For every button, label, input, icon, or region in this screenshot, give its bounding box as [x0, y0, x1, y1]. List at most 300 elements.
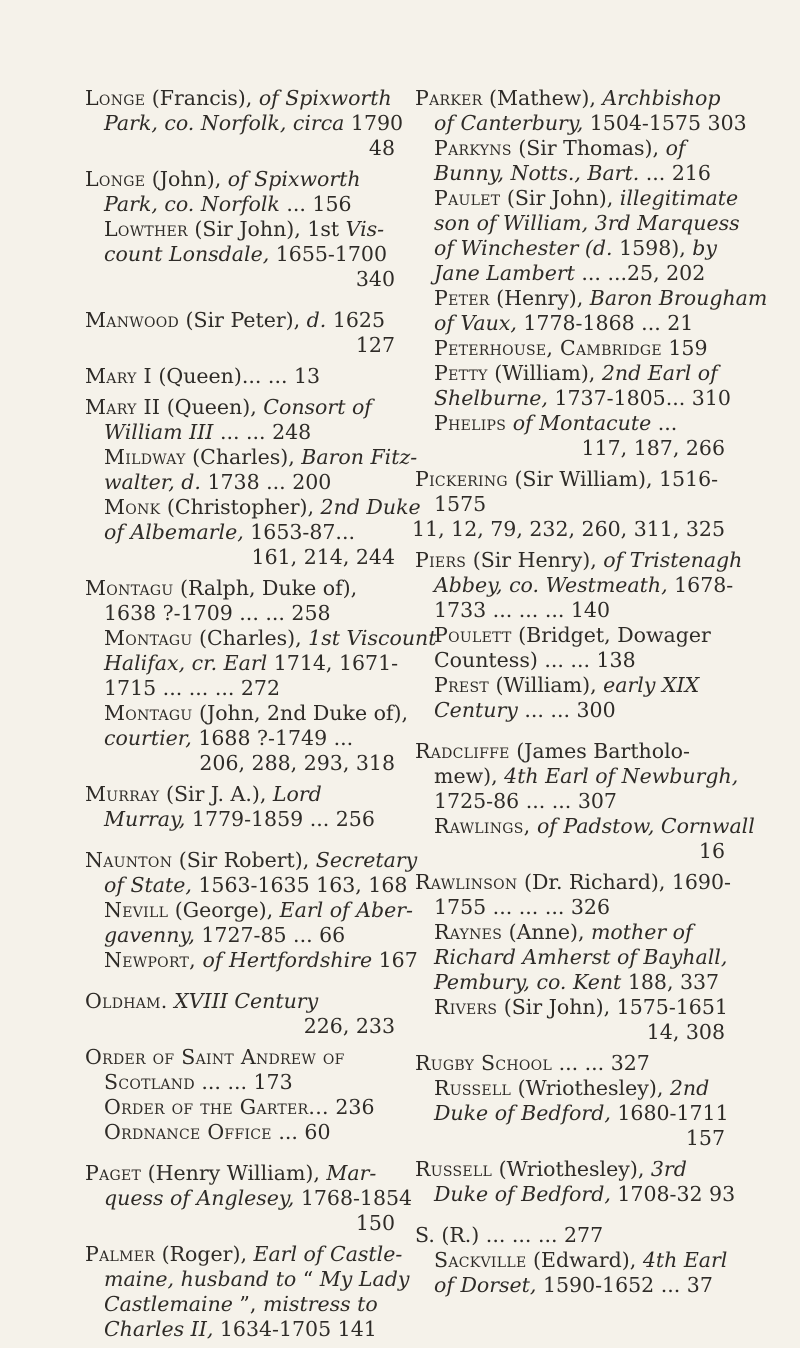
entry-continuation-line: [415, 895, 725, 920]
entry-continuation-line: [415, 1101, 729, 1126]
line-text: [304, 1014, 395, 1039]
entry-italic-text: 4th Earl of Newburgh,: [504, 764, 739, 788]
line-text: [104, 495, 421, 520]
entry-heading-line: [415, 1051, 725, 1076]
entry-continuation-line: [415, 336, 725, 361]
entry-text: (Sir J. A.),: [159, 782, 273, 806]
entry-text: 157: [685, 1126, 725, 1150]
entry-name: Manwood: [85, 308, 180, 332]
line-text: [434, 1101, 729, 1126]
entry-name: Mary II: [85, 395, 161, 419]
entry-continuation-line: [85, 1070, 395, 1095]
entry-continuation-line: [415, 186, 739, 211]
entry-name: Newport,: [104, 948, 196, 972]
line-text: [104, 1070, 293, 1095]
entry-text: (Queen),: [160, 395, 264, 419]
entry-name: Paget: [85, 1161, 142, 1185]
entry-italic-text: of Tristenagh: [603, 548, 743, 572]
index-entry: [85, 308, 395, 358]
entry-text: 48: [368, 136, 395, 160]
entry-italic-text: count Lonsdale,: [104, 242, 270, 266]
entry-continuation-line: [85, 1211, 395, 1236]
entry-name: Parker: [415, 86, 483, 110]
entry-name: Russell: [415, 1157, 493, 1181]
entry-name: Peter: [434, 286, 490, 310]
entry-heading-line: [415, 870, 731, 895]
entry-text: 1504-1575 303: [583, 111, 747, 135]
entry-italic-text: maine, husband to: [104, 1267, 297, 1291]
entry-italic-text: 3rd: [650, 1157, 687, 1181]
entry-text: 1755 ... ... ... 326: [434, 895, 611, 919]
entry-italic-text: of State,: [104, 873, 192, 897]
entry-text: (Charles),: [185, 445, 302, 469]
line-text: [434, 336, 708, 361]
entry-italic-text: of Winchester (d.: [434, 236, 613, 260]
entry-text: 1727-85 ... 66: [194, 923, 346, 947]
entry-name: Radcliffe: [415, 739, 510, 763]
entry-heading-line: [415, 1157, 725, 1182]
entry-continuation-line: [85, 445, 418, 470]
entry-italic-text: Castlemaine: [104, 1292, 233, 1316]
index-entry: [85, 782, 395, 832]
entry-text: 236: [328, 1095, 375, 1119]
entry-text: 1655-1700: [269, 242, 388, 266]
entry-text: (Sir Peter),: [179, 308, 307, 332]
entry-text: (Christopher),: [160, 495, 321, 519]
line-text: [434, 1273, 713, 1298]
entry-continuation-line: [415, 1248, 728, 1273]
line-text: [104, 701, 408, 726]
entry-continuation-line: [85, 601, 395, 626]
line-text: [104, 676, 280, 701]
entry-text: (Bridget, Dowager: [511, 623, 711, 647]
entry-text: 1737-1805... 310: [547, 386, 731, 410]
entry-text: (William),: [487, 361, 602, 385]
entry-heading-line: [415, 467, 725, 492]
entry-italic-text: Park, co. Norfolk, circa: [104, 111, 345, 135]
entry-text: ... ...25, 202: [574, 261, 706, 285]
entry-continuation-line: [415, 1126, 725, 1151]
entry-italic-text: walter, d.: [104, 470, 201, 494]
line-text: [85, 395, 372, 420]
line-text: [104, 898, 413, 923]
entry-text: 1575: [434, 492, 487, 516]
line-text: [104, 1120, 331, 1145]
line-text: [415, 870, 731, 895]
entry-continuation-line: [415, 311, 725, 336]
entry-name: Oldham.: [85, 989, 168, 1013]
entry-heading-line: [85, 1161, 395, 1186]
entry-italic-text: of Vaux,: [434, 311, 517, 335]
line-text: [434, 492, 486, 517]
entry-continuation-line: [85, 333, 395, 358]
line-text: [104, 192, 352, 217]
entry-italic-text: Park, co. Norfolk: [104, 192, 280, 216]
entry-italic-text: Charles II,: [104, 1317, 214, 1341]
entry-italic-text: Mar-: [326, 1161, 377, 1185]
entry-continuation-line: [415, 111, 747, 136]
entry-italic-text: of Spixworth: [258, 86, 392, 110]
entry-name: Poulett: [434, 623, 512, 647]
entry-continuation-line: [415, 286, 768, 311]
line-text: [85, 167, 361, 192]
entry-continuation-line: [85, 470, 395, 495]
index-entry: [415, 870, 731, 1045]
entry-name: Ordnance Office: [104, 1120, 272, 1144]
line-text: [356, 1211, 395, 1236]
line-text: [434, 236, 717, 261]
entry-name: Mildway: [104, 445, 186, 469]
entry-text: (Dr. Richard), 1690-: [517, 870, 731, 894]
entry-continuation-line: [85, 111, 404, 136]
line-text: [434, 673, 699, 698]
entry-text: (Sir Thomas),: [511, 136, 666, 160]
entry-continuation-line: [415, 995, 728, 1020]
entry-continuation-line: [415, 814, 755, 839]
entry-text: 188, 337: [621, 970, 720, 994]
line-text: [434, 1182, 735, 1207]
entry-italic-text: of Dorset,: [434, 1273, 537, 1297]
entry-continuation-line: [415, 623, 725, 648]
entry-continuation-line: [85, 242, 395, 267]
entry-heading-line: [415, 1223, 725, 1248]
entry-continuation-line: [85, 217, 395, 242]
entry-text: 16: [698, 839, 725, 863]
entry-text: (Queen)... ... 13: [151, 364, 321, 388]
line-text: [434, 995, 728, 1020]
line-text: [85, 86, 392, 111]
entry-text: 117, 187, 266: [581, 436, 725, 460]
entry-italic-text: Shelburne,: [434, 386, 548, 410]
entry-italic-text: Secretary: [315, 848, 418, 872]
entry-italic-text: courtier,: [104, 726, 192, 750]
line-text: [85, 782, 322, 807]
entry-name: Order of Saint Andrew of: [85, 1045, 345, 1069]
entry-heading-line: [85, 989, 395, 1014]
entry-heading-line: [85, 782, 395, 807]
index-entry: [85, 167, 395, 292]
entry-italic-text: 2nd Duke: [320, 495, 421, 519]
entry-text: (Sir John),: [500, 186, 620, 210]
line-text: [104, 111, 403, 136]
entry-text: 1688 ?-1749 ...: [191, 726, 354, 750]
entry-heading-line: [85, 1045, 395, 1070]
entry-name: Longe: [85, 167, 146, 191]
index-entry: [415, 1051, 729, 1151]
entry-continuation-line: [415, 1273, 725, 1298]
entry-continuation-line: [85, 676, 395, 701]
entry-continuation-line: [85, 1267, 410, 1292]
entry-heading-line: [85, 167, 395, 192]
entry-italic-text: Baron Brougham: [589, 286, 768, 310]
entry-italic-text: Earl of Castle-: [253, 1242, 403, 1266]
entry-name: Pickering: [415, 467, 508, 491]
line-text: [434, 789, 617, 814]
entry-italic-text: Vis-: [345, 217, 385, 241]
entry-continuation-line: [85, 1186, 413, 1211]
line-text: [415, 86, 721, 111]
line-text: [104, 626, 436, 651]
line-text: [104, 470, 331, 495]
entry-continuation-line: [415, 492, 725, 517]
entry-name: Raynes: [434, 920, 503, 944]
entry-heading-line: [415, 739, 725, 764]
entry-italic-text: Duke of Bedford,: [434, 1101, 611, 1125]
entry-text: 14, 308: [646, 1020, 725, 1044]
entry-text: (Henry William),: [141, 1161, 327, 1185]
line-text: [434, 161, 711, 186]
entry-name: Montagu: [104, 701, 193, 725]
entry-text: 1678-: [667, 573, 734, 597]
entry-italic-text: Baron Fitz-: [301, 445, 418, 469]
entry-continuation-line: [415, 573, 734, 598]
entry-text: (Sir John), 1st: [187, 217, 346, 241]
entry-text: 1563-1635 163, 168: [191, 873, 408, 897]
line-text: [434, 920, 693, 945]
entry-heading-line: [415, 86, 725, 111]
entry-italic-text: of Canterbury,: [434, 111, 584, 135]
entry-name: Scotland: [104, 1070, 195, 1094]
entry-name: Piers: [415, 548, 467, 572]
entry-italic-text: 1st Viscount: [308, 626, 437, 650]
entry-name: Paulet: [434, 186, 501, 210]
entry-text: ”,: [232, 1292, 263, 1316]
entry-name: Russell: [434, 1076, 512, 1100]
entry-text: 150: [355, 1211, 395, 1235]
line-text: [104, 923, 345, 948]
entry-continuation-line: [415, 136, 725, 161]
entry-italic-text: Duke of Bedford,: [434, 1182, 611, 1206]
entry-text: 1638 ?-1709 ... ... 258: [104, 601, 331, 625]
entry-continuation-line: [415, 1076, 725, 1101]
line-text: [104, 601, 331, 626]
line-text: [699, 839, 725, 864]
line-text: [104, 1267, 409, 1292]
index-entry: [85, 1242, 410, 1342]
entry-name: Order of the Garter...: [104, 1095, 329, 1119]
right-column: [412, 86, 768, 1304]
line-text: [415, 1157, 687, 1182]
entry-italic-text: mistress to: [262, 1292, 378, 1316]
line-text: [104, 726, 353, 751]
entry-name: Petty: [434, 361, 488, 385]
entry-continuation-line: [85, 807, 395, 832]
entry-name: Naunton: [85, 848, 173, 872]
line-text: [369, 136, 395, 161]
entry-heading-line: [85, 395, 395, 420]
entry-continuation-line: [415, 236, 725, 261]
line-text: [104, 1317, 377, 1342]
entry-italic-text: illegitimate: [619, 186, 739, 210]
entry-continuation-line: [415, 1020, 725, 1045]
entry-continuation-line: [415, 411, 725, 436]
entry-text: 1790: [344, 111, 404, 135]
entry-continuation-line: [412, 517, 725, 542]
entry-italic-text: Halifax, cr. Earl: [104, 651, 268, 675]
entry-text: 1779-1859 ... 256: [185, 807, 375, 831]
entry-name: Rawlinson: [415, 870, 518, 894]
entry-italic-text: d.: [306, 308, 327, 332]
entry-continuation-line: [85, 651, 399, 676]
entry-italic-text: Pembury, co. Kent: [434, 970, 622, 994]
index-entry: [85, 989, 395, 1039]
entry-italic-text: Earl of Aber-: [279, 898, 413, 922]
entry-name: Phelips: [434, 411, 507, 435]
entry-italic-text: son of William, 3rd Marquess: [434, 211, 740, 235]
line-text: [686, 1126, 725, 1151]
index-entry: [415, 1223, 728, 1298]
entry-text: (Sir William), 1516-: [507, 467, 719, 491]
entry-heading-line: [85, 576, 395, 601]
entry-text: (Anne),: [502, 920, 591, 944]
entry-text: (John),: [145, 167, 228, 191]
line-text: [434, 136, 686, 161]
line-text: [434, 211, 740, 236]
entry-italic-text: of Albemarle,: [104, 520, 244, 544]
entry-italic-text: Consort of: [263, 395, 372, 419]
line-text: [85, 364, 320, 389]
entry-text: 226, 233: [303, 1014, 395, 1038]
entry-text: (John, 2nd Duke of),: [192, 701, 409, 725]
index-entry: [85, 86, 404, 161]
entry-heading-line: [415, 548, 743, 573]
line-text: [85, 1161, 376, 1186]
entry-continuation-line: [415, 161, 725, 186]
entry-italic-text: William III: [104, 420, 214, 444]
entry-text: 206, 288, 293, 318: [199, 751, 395, 775]
entry-continuation-line: [415, 673, 725, 698]
entry-italic-text: Abbey, co. Westmeath,: [434, 573, 668, 597]
entry-continuation-line: [85, 420, 395, 445]
entry-italic-text: of Hertfordshire: [202, 948, 373, 972]
line-text: [434, 648, 636, 673]
entry-name: Longe: [85, 86, 146, 110]
line-text: [434, 111, 747, 136]
entry-name: Murray: [85, 782, 160, 806]
entry-text: (William),: [488, 673, 604, 697]
entry-text: (Sir Robert),: [172, 848, 316, 872]
entry-text: (George),: [168, 898, 280, 922]
line-text: [85, 1045, 345, 1070]
entry-text: ... ... 327: [552, 1051, 650, 1075]
entry-continuation-line: [85, 1120, 395, 1145]
entry-name: Peterhouse, Cambridge: [434, 336, 662, 360]
entry-continuation-line: [85, 626, 437, 651]
entry-italic-text: Jane Lambert: [434, 261, 575, 285]
entry-continuation-line: [415, 361, 725, 386]
entry-text: S. (R.) ... ... ... 277: [415, 1223, 604, 1247]
entry-continuation-line: [85, 1014, 395, 1039]
entry-continuation-line: [415, 261, 725, 286]
entry-italic-text: Lord: [272, 782, 322, 806]
entry-text: (Sir John), 1575-1651: [497, 995, 728, 1019]
line-text: [434, 386, 731, 411]
line-text: [434, 895, 610, 920]
entry-continuation-line: [85, 923, 395, 948]
entry-text: (Henry),: [489, 286, 590, 310]
entry-heading-line: [85, 364, 395, 389]
line-text: [104, 1186, 412, 1211]
line-text: [434, 411, 677, 436]
entry-text: (James Bartholo-: [509, 739, 690, 763]
entry-italic-text: Bunny, Notts., Bart.: [434, 161, 640, 185]
line-text: [199, 751, 395, 776]
entry-text: 1590-1652 ... 37: [536, 1273, 713, 1297]
line-text: [412, 517, 725, 542]
entry-name: Rawlings,: [434, 814, 531, 838]
entry-text: “: [296, 1267, 320, 1291]
index-entry: [412, 467, 725, 542]
line-text: [356, 267, 395, 292]
line-text: [104, 242, 387, 267]
entry-italic-text: Richard Amherst of Bayhall,: [434, 945, 728, 969]
line-text: [356, 333, 395, 358]
line-text: [434, 186, 738, 211]
entry-name: Lowther: [104, 217, 188, 241]
line-text: [434, 1076, 709, 1101]
entry-continuation-line: [415, 698, 725, 723]
entry-continuation-line: [415, 945, 728, 970]
line-text: [104, 217, 384, 242]
entry-continuation-line: [85, 701, 409, 726]
entry-text: (Mathew),: [482, 86, 603, 110]
entry-text: ... ... 248: [213, 420, 312, 444]
index-entry: [85, 848, 418, 973]
entry-text: ... 60: [271, 1120, 331, 1144]
entry-text: ... ... 300: [517, 698, 616, 722]
entry-continuation-line: [85, 898, 413, 923]
entry-italic-text: quess of Anglesey,: [104, 1186, 295, 1210]
entry-continuation-line: [85, 751, 395, 776]
entry-text: ... 216: [639, 161, 711, 185]
index-entry: [85, 576, 437, 776]
line-text: [582, 436, 725, 461]
line-text: [647, 1020, 725, 1045]
entry-text: 11, 12, 79, 232, 260, 311, 325: [412, 517, 725, 541]
entry-continuation-line: [85, 1317, 395, 1342]
entry-continuation-line: [415, 436, 725, 461]
line-text: [104, 445, 417, 470]
line-text: [85, 989, 318, 1014]
line-text: [434, 764, 738, 789]
entry-continuation-line: [85, 726, 395, 751]
entry-continuation-line: [415, 1182, 736, 1207]
line-text: [434, 970, 719, 995]
line-text: [85, 576, 357, 601]
entry-heading-line: [85, 86, 395, 111]
entry-text: 1680-1711: [610, 1101, 729, 1125]
entry-text: 1714, 1671-: [267, 651, 399, 675]
entry-text: (Wriothesley),: [511, 1076, 670, 1100]
entry-text: 161, 214, 244: [251, 545, 395, 569]
index-entry: [415, 86, 768, 461]
index-entry: [85, 364, 395, 389]
line-text: [415, 1223, 603, 1248]
entry-text: 1738 ... 200: [200, 470, 332, 494]
entry-italic-text: XVIII Century: [174, 989, 319, 1013]
entry-text: (Charles),: [192, 626, 309, 650]
entry-text: 1733 ... ... ... 140: [434, 598, 611, 622]
entry-continuation-line: [85, 948, 418, 973]
entry-italic-text: of Montacute: [512, 411, 652, 435]
entry-name: Montagu: [104, 626, 193, 650]
entry-text: ...: [651, 411, 678, 435]
line-text: [434, 286, 767, 311]
entry-text: Countess) ... ... 138: [434, 648, 636, 672]
line-text: [252, 545, 395, 570]
entry-name: Rivers: [434, 995, 498, 1019]
entry-text: 127: [355, 333, 395, 357]
